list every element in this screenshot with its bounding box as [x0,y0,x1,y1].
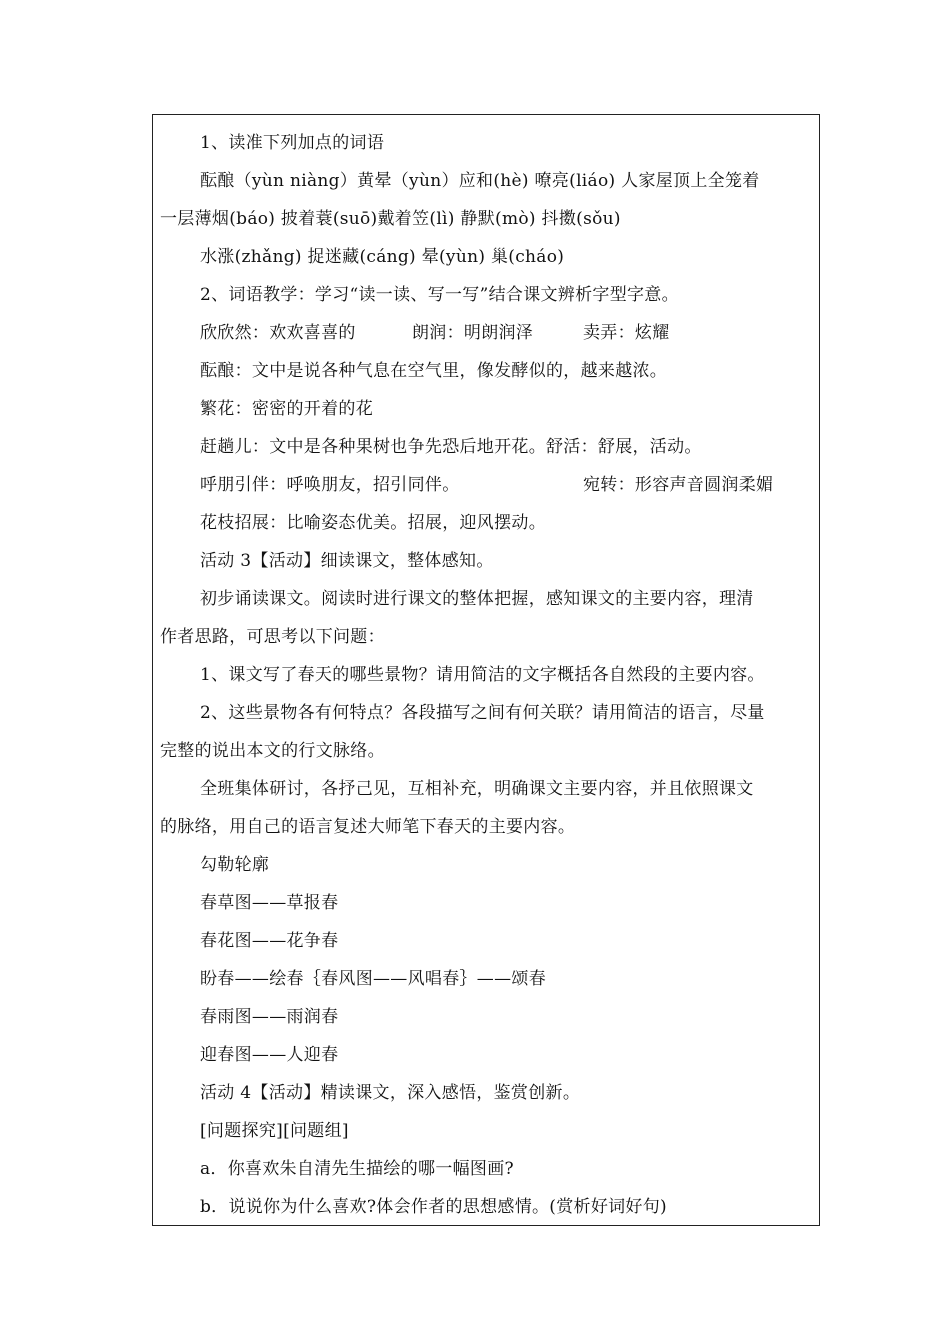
problem-group-heading: [问题探究][问题组] [200,1121,349,1141]
definition-row-1 [160,314,815,352]
activity-4-heading: 活动 4【活动】精读课文，深入感悟，鉴赏创新。 [200,1083,581,1103]
paragraph-reading-line-1: 初步诵读课文。阅读时进行课文的整体把握，感知课文的主要内容，理清 [200,589,754,609]
definition-mainong: 卖弄：炫耀 [583,323,670,343]
discussion-line-1: 全班集体研讨，各抒己见，互相补充，明确课文主要内容，并且依照课文 [200,779,754,799]
pinyin-line-1: 酝酿（yùn niàng）黄晕（yùn）应和(hè) 嘹亮(liáo) 人家屋顶上全笼着 [200,171,760,191]
outline-item-2: 春花图——花争春 [200,931,339,951]
outline-heading: 勾勒轮廓 [200,855,270,875]
definition-huazhizhaozhan: 花枝招展：比喻姿态优美。招展，迎风摆动。 [200,513,546,533]
outline-item-4: 春雨图——雨润春 [200,1007,339,1027]
definition-row-2 [160,466,815,504]
definition-fanhua: 繁花：密密的开着的花 [200,399,373,419]
problem-b: b．说说你为什么喜欢?体会作者的思想感情。(赏析好词好句) [200,1197,667,1217]
paragraph-reading-line-2: 作者思路，可思考以下问题： [160,627,385,647]
vocab-teaching-heading: 2、词语教学：学习“读一读、写一写”结合课文辨析字型字意。 [200,285,679,305]
outline-item-1: 春草图——草报春 [200,893,339,913]
activity-3-heading: 活动 3【活动】细读课文，整体感知。 [200,551,494,571]
lesson-content [160,124,815,1226]
definition-yunniang: 酝酿：文中是说各种气息在空气里，像发酵似的，越来越浓。 [200,361,668,381]
question-2-line-1: 2、这些景物各有何特点？各段描写之间有何关联？请用简洁的语言，尽量 [200,703,765,723]
question-2-line-2: 完整的说出本文的行文脉络。 [160,741,385,761]
pinyin-line-2: 一层薄烟(báo) 披着蓑(suō)戴着笠(lì) 静默(mò) 抖擞(sǒu) [160,209,621,229]
definition-gantanger: 赶趟儿：文中是各种果树也争先恐后地开花。舒活：舒展，活动。 [200,437,702,457]
definition-wanzhuan: 宛转：形容声音圆润柔媚 [583,475,774,495]
definition-hupengyinban: 呼朋引伴：呼唤朋友，招引同伴。 [200,475,460,495]
pinyin-line-3: 水涨(zhǎng) 捉迷藏(cáng) 晕(yùn) 巢(cháo) [200,247,565,267]
outline-item-3: 盼春——绘春｛春风图——风唱春｝——颂春 [200,969,546,989]
problem-a: a．你喜欢朱自清先生描绘的哪一幅图画? [200,1159,514,1179]
definition-langrun: 朗润：明朗润泽 [412,323,534,343]
outline-item-5: 迎春图——人迎春 [200,1045,339,1065]
section-heading-vocab: 1、读准下列加点的词语 [200,133,385,153]
definition-xinxinran: 欣欣然：欢欢喜喜的 [200,323,356,343]
question-1: 1、课文写了春天的哪些景物？请用简洁的文字概括各自然段的主要内容。 [200,665,765,685]
discussion-line-2: 的脉络，用自己的语言复述大师笔下春天的主要内容。 [160,817,576,837]
